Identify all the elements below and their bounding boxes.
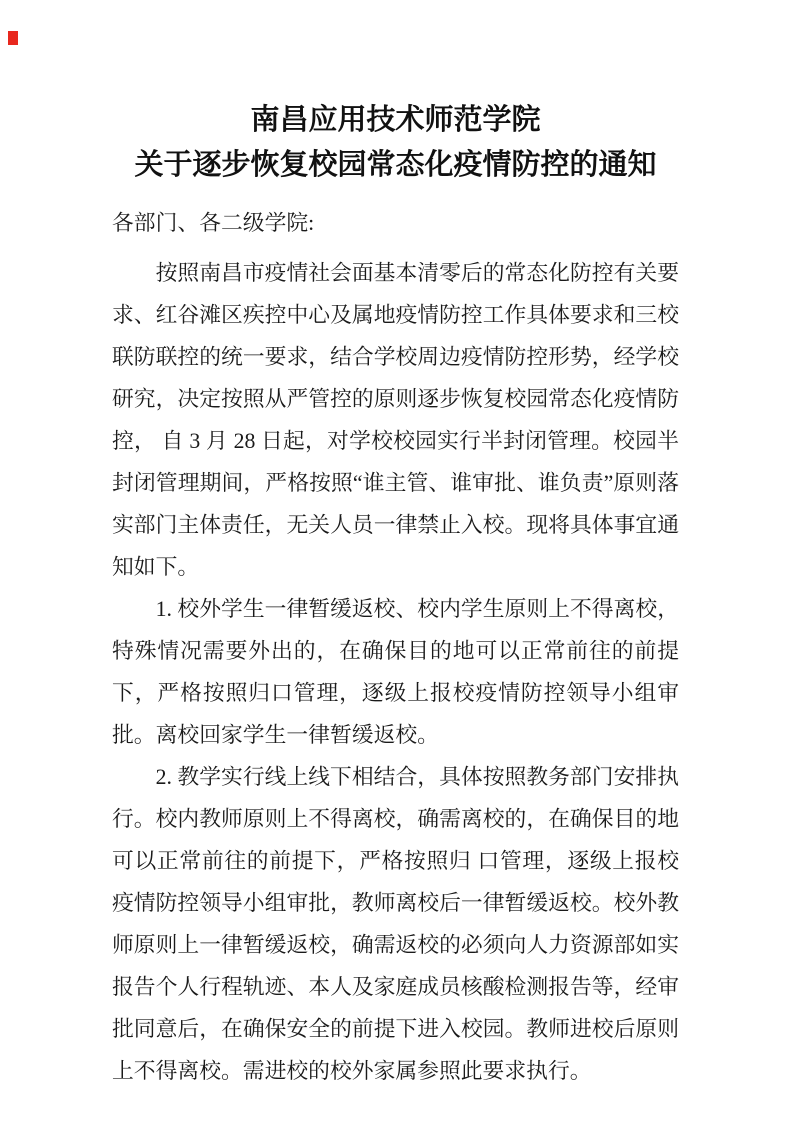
paragraph-item-1: 1. 校外学生一律暂缓返校、校内学生原则上不得离校，特殊情况需要外出的，在确保目的地可以正常前往的前提下，严格按照归口管理，逐级上报校疫情防控领导小组审批。离校回家学生一律暂缓返校。 [112, 597, 679, 747]
red-bookmark-icon [8, 31, 18, 45]
notice-content [112, 0, 679, 1092]
page-subtitle: 关于逐步恢复校园常态化疫情防控的通知 [134, 149, 657, 181]
paragraph-intro: 按照南昌市疫情社会面基本清零后的常态化防控有关要求、红谷滩区疾控中心及属地疫情防控工作具体要求和三校联防联控的统一要求，结合学校周边疫情防控形势，经学校研究，决定按照从严管控的原则逐步恢复校园常态化疫情防控， 自 3 月 28 日起，对学校校园实行半封闭管理。校园半封闭管理期间，严格按照“谁主管、谁审批、谁负责”原则落实部门主体责任，无关人员一律禁止入校。现将具体事宜通知如下。 [112, 261, 679, 579]
page-title: 南昌应用技术师范学院 [250, 104, 541, 136]
paragraph-item-2: 2. 教学实行线上线下相结合，具体按照教务部门安排执行。校内教师原则上不得离校，确需离校的，在确保目的地可以正常前往的前提下，严格按照归 口管理，逐级上报校疫情防控领导小组审批，教师离校后一律暂缓返校。校外教师原则上一律暂缓返校，确需返校的必须向人力资源部如实报告个人行程轨迹、本人及家庭成员核酸检测报告等，经审批同意后，在确保安全的前提下进入校园。教师进校后原则上不得离校。需进校的校外家属参照此要求执行。 [112, 765, 679, 1083]
salutation: 各部门、各二级学院: [112, 211, 315, 235]
